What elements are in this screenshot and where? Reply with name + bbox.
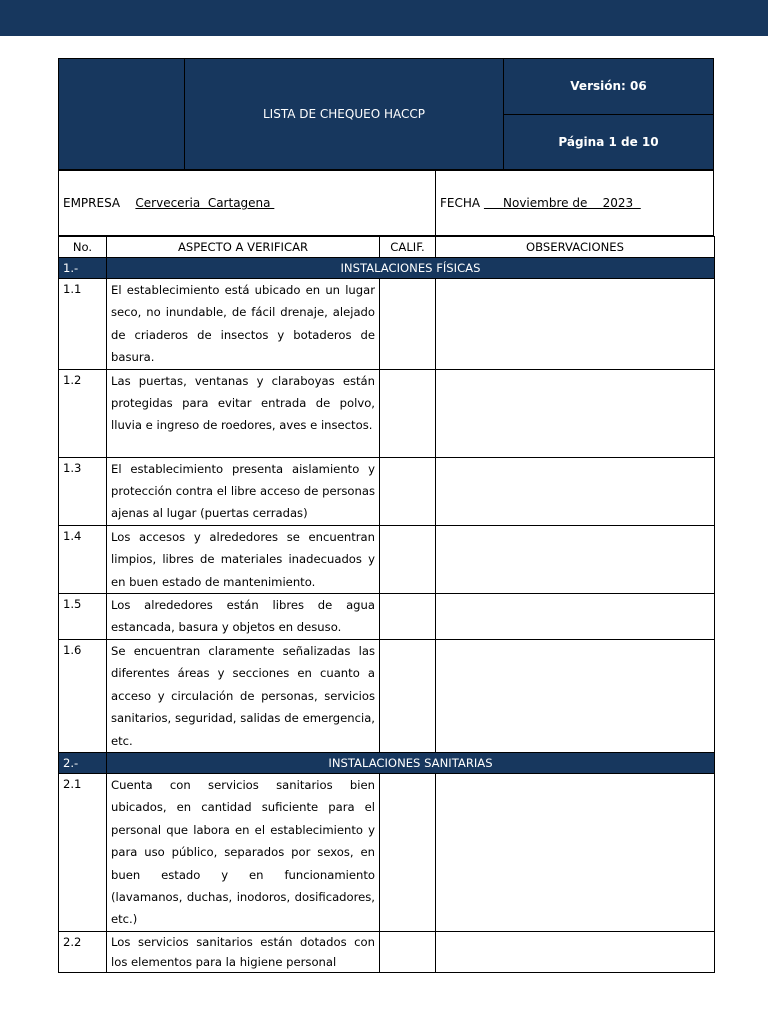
table-row [59,457,715,525]
item-text: Las puertas, ventanas y claraboyas están protegidas para evitar entrada de polvo, lluvia e ingreso de roedores, aves e insectos. [107,369,380,457]
observaciones-cell[interactable] [436,457,715,525]
top-bar [0,0,768,36]
calif-cell[interactable] [380,279,436,370]
observaciones-cell[interactable] [436,525,715,593]
calif-cell[interactable] [380,594,436,640]
item-number: 1.5 [59,594,107,640]
table-row [59,594,715,640]
empresa-label: EMPRESA [63,196,121,210]
checklist-table [58,236,715,973]
item-text: Se encuentran claramente señalizadas las diferentes áreas y secciones en cuanto a acceso y circulación de personas, servicios sanitarios, seguridad, salidas de emergencia, etc. [107,639,380,752]
logo-area [59,59,185,170]
item-number: 2.2 [59,931,107,972]
calif-cell[interactable] [380,931,436,972]
calif-cell[interactable] [380,525,436,593]
observaciones-cell[interactable] [436,594,715,640]
observaciones-cell[interactable] [436,931,715,972]
document-header [58,58,714,170]
calif-cell[interactable] [380,639,436,752]
item-text: El establecimiento presenta aislamiento y protección contra el libre acceso de personas ajenas al lugar (puertas cerradas) [107,457,380,525]
fecha-label: FECHA [440,196,481,210]
item-text: El establecimiento está ubicado en un lugar seco, no inundable, de fácil drenaje, alejado de criaderos de insectos y botaderos de basura. [107,279,380,370]
table-row [59,639,715,752]
observaciones-cell[interactable] [436,279,715,370]
section-title: INSTALACIONES SANITARIAS [107,752,715,773]
fecha-cell [436,171,714,236]
table-row [59,279,715,370]
item-number: 1.1 [59,279,107,370]
calif-cell[interactable] [380,773,436,931]
section-number: 2.- [59,752,107,773]
section-row-2 [59,752,715,773]
document-title: LISTA DE CHEQUEO HACCP [185,59,504,170]
item-number: 1.2 [59,369,107,457]
item-text: Los servicios sanitarios están dotados con los elementos para la higiene personal [107,931,380,972]
version-label: Versión: 06 [504,59,714,115]
item-text: Cuenta con servicios sanitarios bien ubicados, en cantidad suficiente para el personal que labora en el establecimiento y para uso público, separados por sexos, en buen estado y en funcionamiento (lavamanos, duchas, inodoros, dosificadores, etc.) [107,773,380,931]
empresa-value: Cerveceria Cartagena [135,196,275,210]
item-number: 1.6 [59,639,107,752]
empresa-cell [59,171,436,236]
observaciones-cell[interactable] [436,369,715,457]
column-header-row [59,237,715,258]
col-header-calif: CALIF. [380,237,436,258]
calif-cell[interactable] [380,369,436,457]
table-row [59,931,715,972]
item-number: 1.3 [59,457,107,525]
section-row-1 [59,258,715,279]
calif-cell[interactable] [380,457,436,525]
section-number: 1.- [59,258,107,279]
table-row [59,525,715,593]
item-number: 2.1 [59,773,107,931]
col-header-observaciones: OBSERVACIONES [436,237,715,258]
observaciones-cell[interactable] [436,639,715,752]
item-text: Los alrededores están libres de agua estancada, basura y objetos en desuso. [107,594,380,640]
page-label: Página 1 de 10 [504,114,714,170]
section-title: INSTALACIONES FÍSICAS [107,258,715,279]
table-row [59,773,715,931]
item-text: Los accesos y alrededores se encuentran limpios, libres de materiales inadecuados y en buen estado de mantenimiento. [107,525,380,593]
info-table [58,170,714,236]
col-header-no: No. [59,237,107,258]
observaciones-cell[interactable] [436,773,715,931]
table-row [59,369,715,457]
col-header-aspecto: ASPECTO A VERIFICAR [107,237,380,258]
item-number: 1.4 [59,525,107,593]
fecha-value: Noviembre de 2023 [483,196,641,210]
